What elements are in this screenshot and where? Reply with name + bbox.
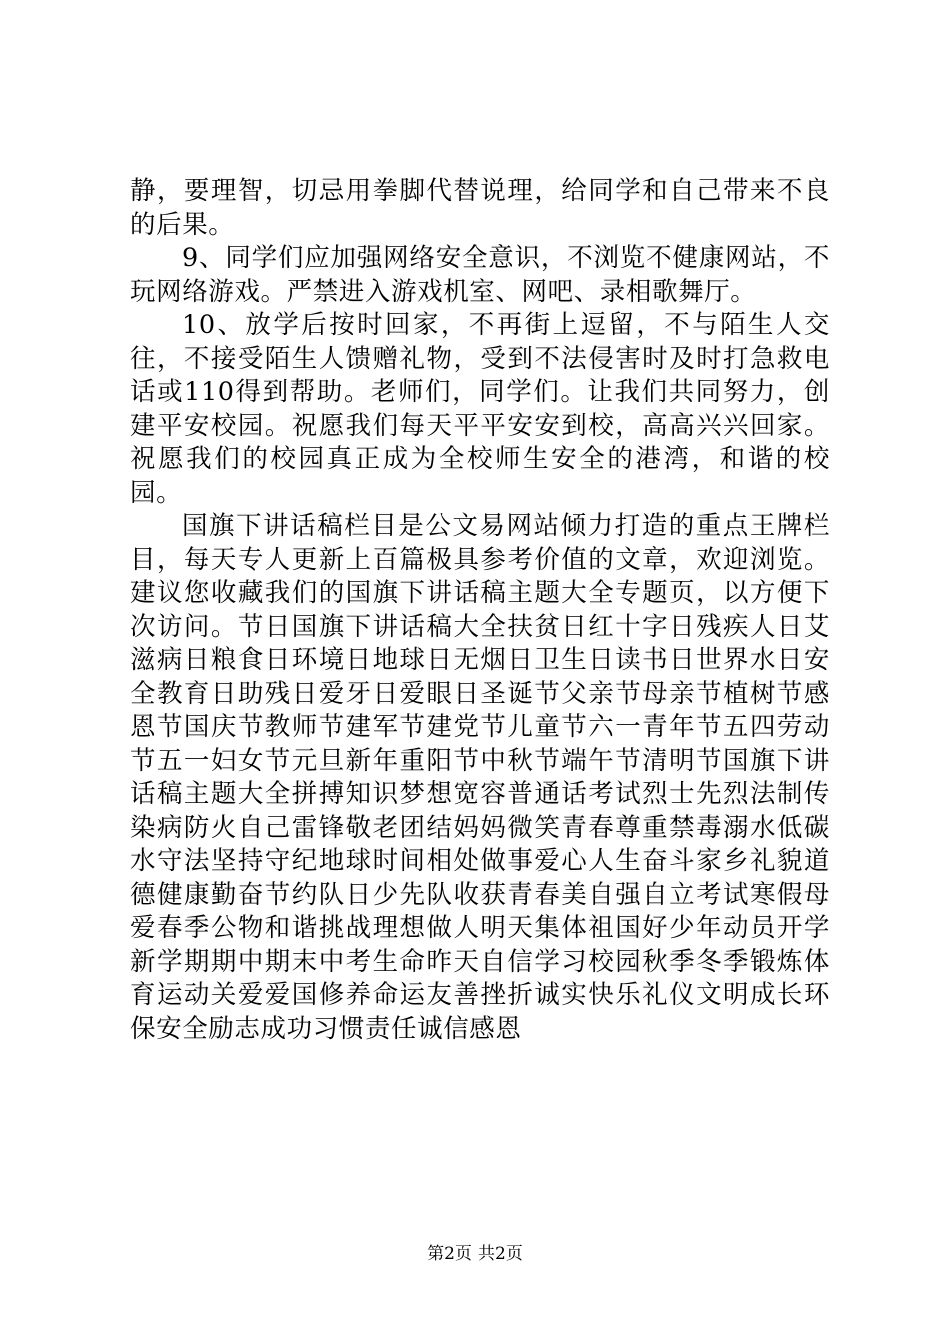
document-body: [130, 175, 830, 1046]
page-total: 共2页: [478, 1244, 523, 1264]
page-footer: [0, 1242, 950, 1266]
paragraph-2: 9、同学们应加强网络安全意识，不浏览不健康网站，不玩网络游戏。严禁进入游戏机室、网吧、录相歌舞厅。: [130, 243, 830, 307]
paragraph-4: 国旗下讲话稿栏目是公文易网站倾力打造的重点王牌栏目，每天专人更新上百篇极具参考价值的文章，欢迎浏览。建议您收藏我们的国旗下讲话稿主题大全专题页，以方便下次访问。节日国旗下讲话稿大全扶贫日红十字日残疾人日艾滋病日粮食日环境日地球日无烟日卫生日读书日世界水日安全教育日助残日爱牙日爱眼日圣诞节父亲节母亲节植树节感恩节国庆节教师节建军节建党节儿童节六一青年节五四劳动节五一妇女节元旦新年重阳节中秋节端午节清明节国旗下讲话稿主题大全拼搏知识梦想宽容普通话考试烈士先烈法制传染病防火自己雷锋敬老团结妈妈微笑青春尊重禁毒溺水低碳水守法坚持守纪地球时间相处做事爱心人生奋斗家乡礼貌道德健康勤奋节约队日少先队收获青春美自强自立考试寒假母爱春季公物和谐挑战理想做人明天集体祖国好少年动员开学新学期期中期末中考生命昨天自信学习校园秋季冬季锻炼体育运动关爱爱国修养命运友善挫折诚实快乐礼仪文明成长环保安全励志成功习惯责任诚信感恩: [130, 511, 830, 1044]
paragraph-1: 静，要理智，切忌用拳脚代替说理，给同学和自己带来不良的后果。: [130, 176, 830, 240]
page-number: 第2页: [427, 1244, 472, 1264]
paragraph-3: 10、放学后按时回家，不再街上逗留，不与陌生人交往，不接受陌生人馈赠礼物，受到不法侵害时及时打急救电话或110得到帮助。老师们，同学们。让我们共同努力，创建平安校园。祝愿我们每天平平安安到校，高高兴兴回家。祝愿我们的校园真正成为全校师生安全的港湾，和谐的校园。: [130, 310, 830, 508]
